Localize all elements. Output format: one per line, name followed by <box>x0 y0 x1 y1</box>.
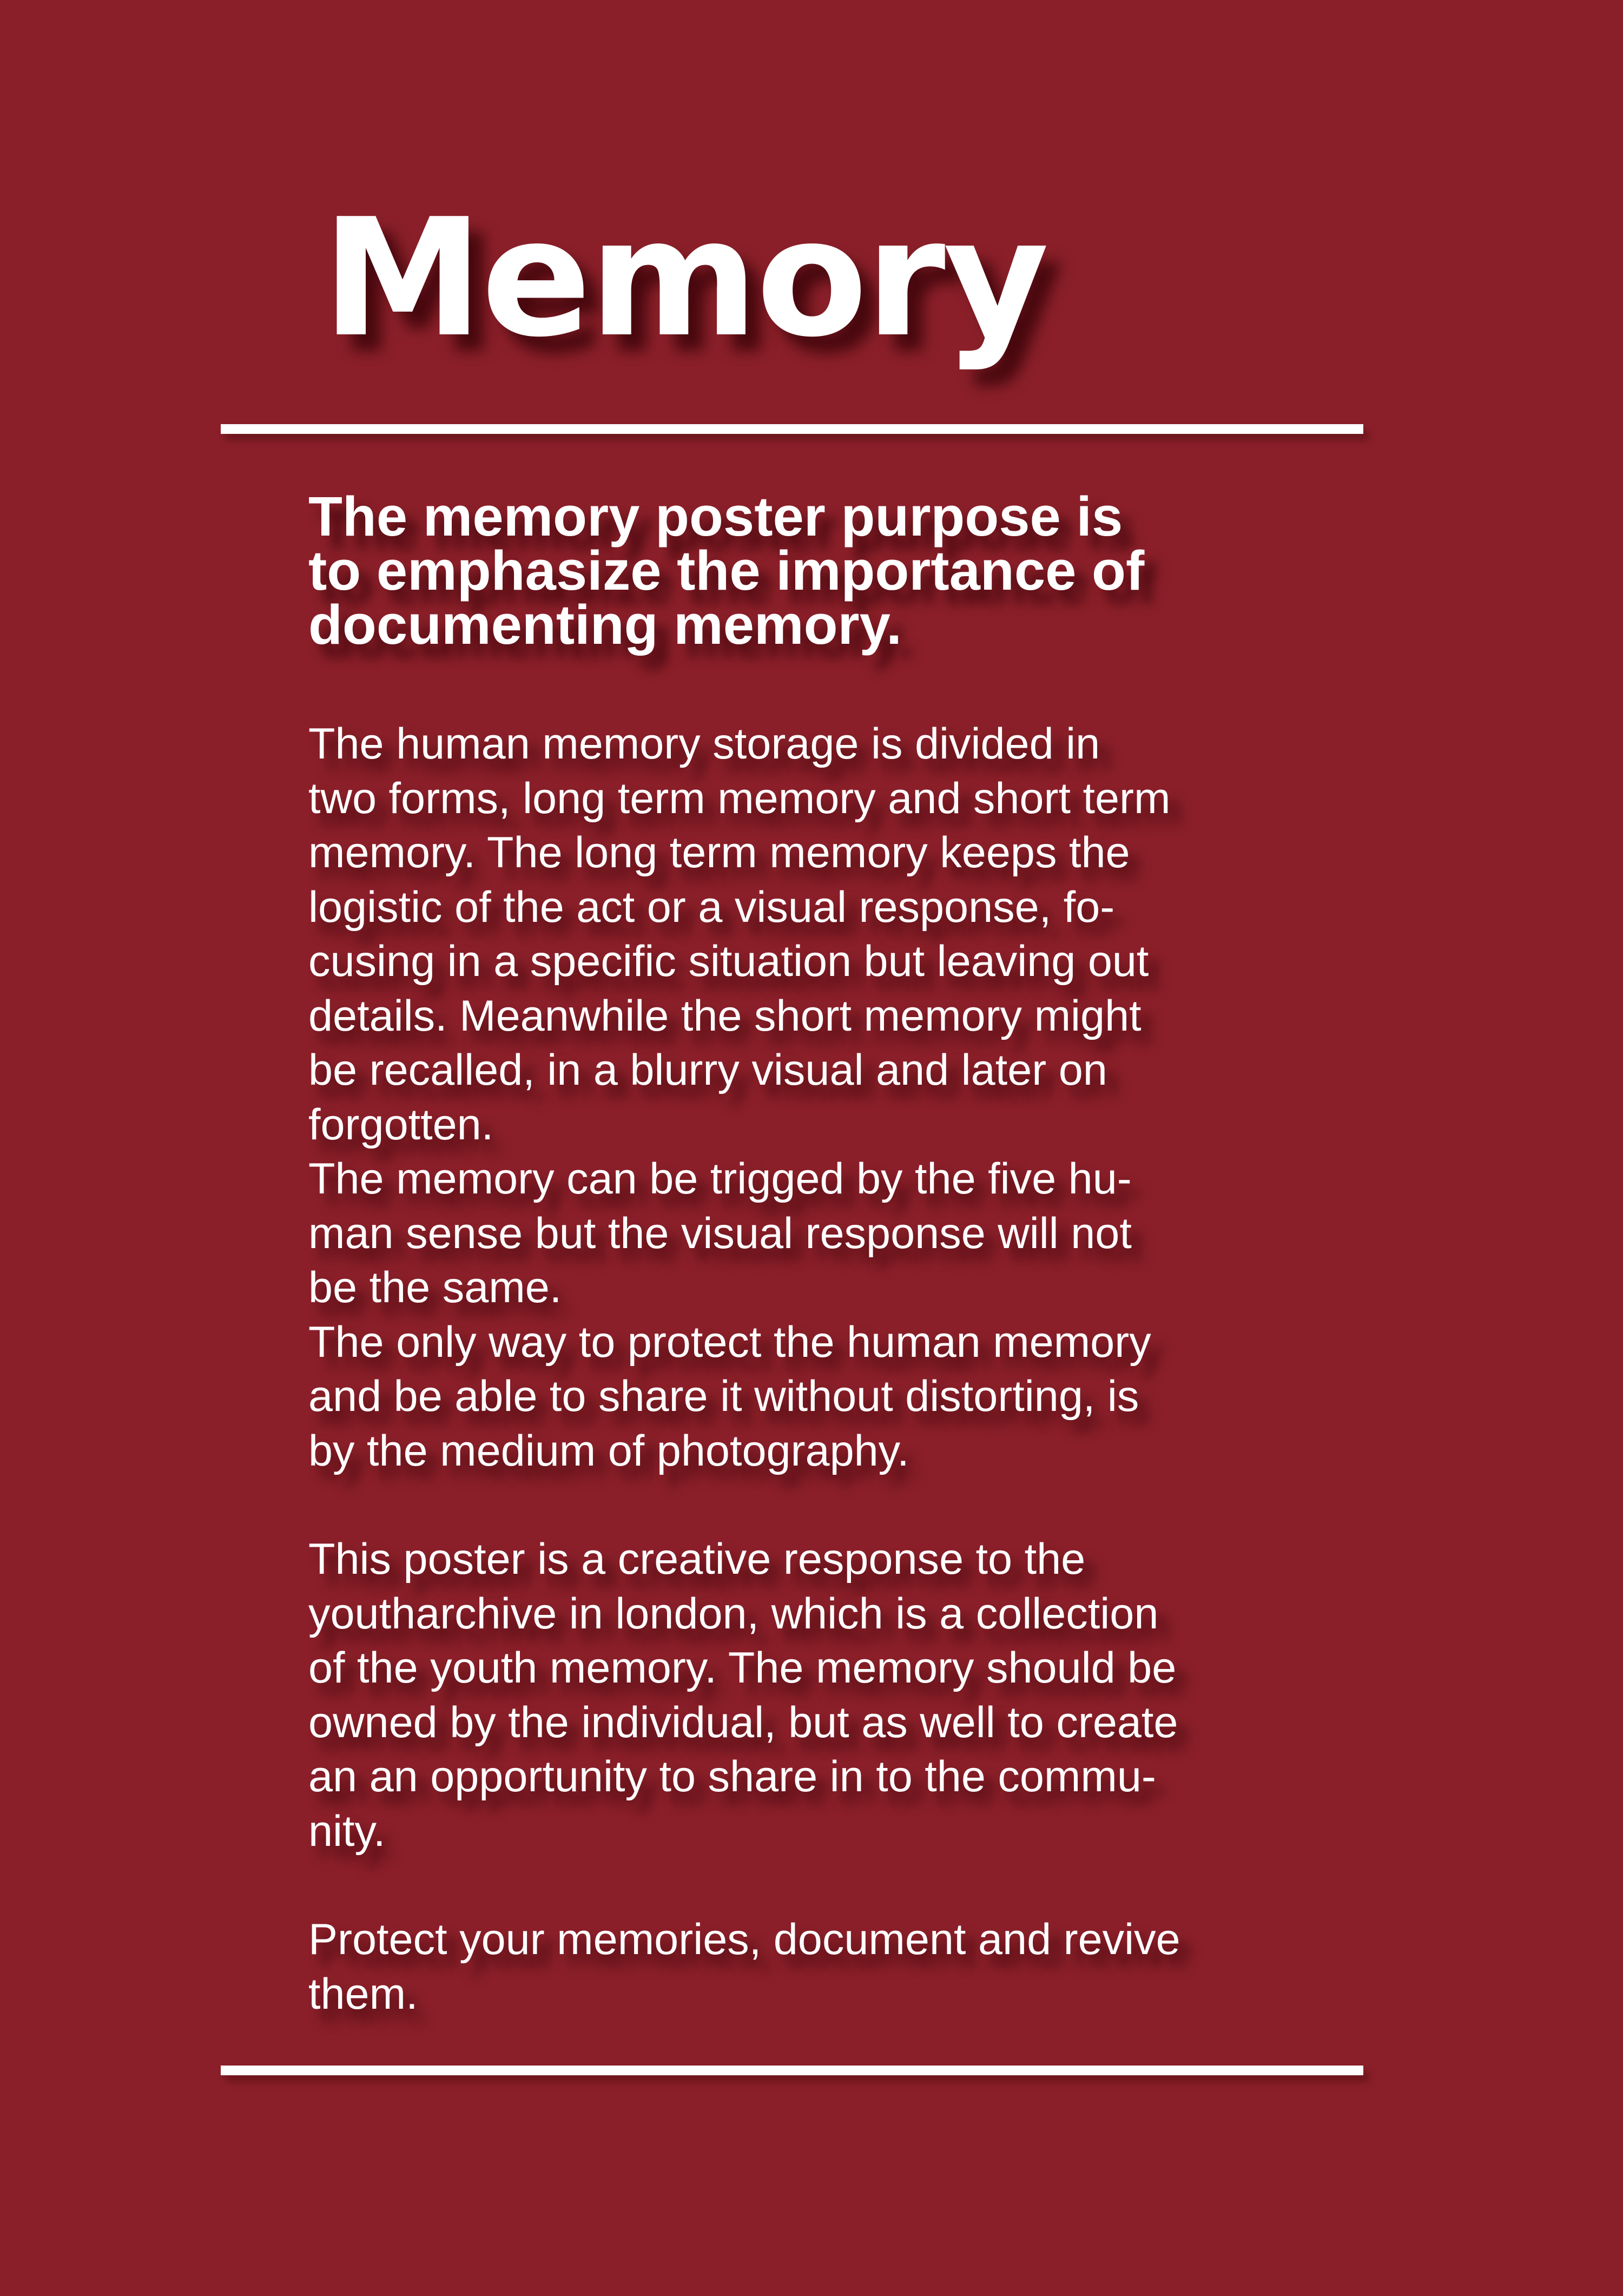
paragraph-youtharchive <box>308 1532 1336 1858</box>
text-line: two forms, long term memory and short term <box>308 774 1171 823</box>
lead-line: documenting memory. <box>308 593 902 656</box>
text-line: be recalled, in a blurry visual and later on <box>308 1046 1107 1094</box>
text-line: them. <box>308 1969 418 2018</box>
text-line: be the same. <box>308 1263 562 1312</box>
text-line: and be able to share it without distorting, is <box>308 1372 1139 1421</box>
poster-body <box>308 485 1336 2021</box>
lead-line: to emphasize the importance of <box>308 539 1145 602</box>
text-line: of the youth memory. The memory should be <box>308 1644 1177 1692</box>
top-divider <box>221 424 1363 434</box>
text-line: details. Meanwhile the short memory might <box>308 991 1142 1040</box>
text-line: The only way to protect the human memory <box>308 1317 1151 1367</box>
closing-call-to-action <box>308 1912 1336 2021</box>
text-line: cusing in a specific situation but leaving out <box>308 937 1149 986</box>
paragraph-memory-storage <box>308 717 1336 1152</box>
text-line: memory. The long term memory keeps the <box>308 828 1130 877</box>
text-line: Protect your memories, document and revive <box>308 1915 1180 1964</box>
text-line: an an opportunity to share in to the commu- <box>308 1752 1156 1801</box>
text-line: The memory can be trigged by the five hu- <box>308 1154 1132 1203</box>
text-line: owned by the individual, but as well to create <box>308 1698 1178 1747</box>
paragraph-memory-triggers <box>308 1152 1336 1315</box>
text-line: man sense but the visual response will not <box>308 1209 1132 1258</box>
text-line: logistic of the act or a visual response, fo- <box>308 882 1115 932</box>
paragraph-photography <box>308 1315 1336 1479</box>
lead-statement <box>308 485 1336 656</box>
bottom-divider <box>221 2066 1363 2075</box>
text-line: The human memory storage is divided in <box>308 720 1100 768</box>
text-line: forgotten. <box>308 1100 494 1149</box>
poster-title: Memory <box>322 184 1047 373</box>
lead-line: The memory poster purpose is <box>308 485 1123 547</box>
text-line: nity. <box>308 1806 386 1856</box>
text-line: This poster is a creative response to the <box>308 1535 1086 1584</box>
text-line: youtharchive in london, which is a collection <box>308 1589 1159 1638</box>
text-line: by the medium of photography. <box>308 1426 909 1475</box>
